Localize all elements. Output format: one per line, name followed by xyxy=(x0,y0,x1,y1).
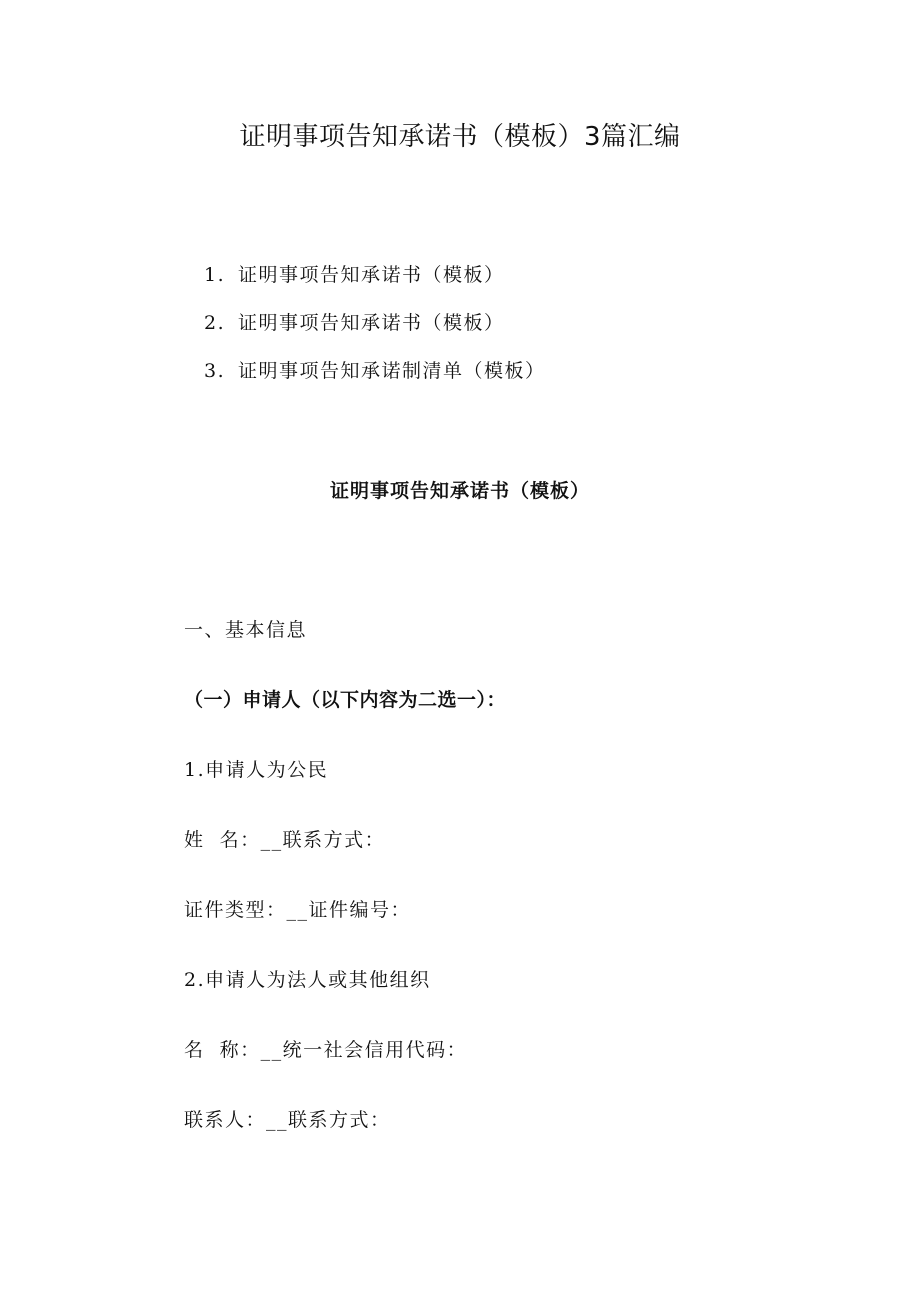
section-title: 证明事项告知承诺书（模板） xyxy=(329,480,590,502)
toc-item-number: 3. xyxy=(204,360,226,382)
toc-item-number: 1. xyxy=(204,264,226,286)
field-org-name-credit-code: 名 称：__统一社会信用代码： xyxy=(184,1039,468,1061)
heading-applicant: （一）申请人（以下内容为二选一）： xyxy=(184,689,507,711)
toc-item-text: 证明事项告知承诺制清单（模板） xyxy=(238,360,546,382)
subheading-organization: 2.申请人为法人或其他组织 xyxy=(184,969,431,991)
toc-item-number: 2. xyxy=(204,312,226,334)
heading-basic-info: 一、基本信息 xyxy=(184,619,308,641)
field-name-contact: 姓 名：__联系方式： xyxy=(184,829,386,851)
document-title: 证明事项告知承诺书（模板）3篇汇编 xyxy=(239,122,681,152)
toc-item xyxy=(204,262,546,310)
field-id-type-number: 证件类型：__证件编号： xyxy=(184,899,412,921)
table-of-contents xyxy=(204,262,546,406)
toc-item-text: 证明事项告知承诺书（模板） xyxy=(238,264,505,286)
toc-item-text: 证明事项告知承诺书（模板） xyxy=(238,312,505,334)
toc-item xyxy=(204,310,546,358)
field-contact-person: 联系人：__联系方式： xyxy=(184,1109,391,1131)
toc-item xyxy=(204,358,546,406)
subheading-citizen: 1.申请人为公民 xyxy=(184,759,329,781)
